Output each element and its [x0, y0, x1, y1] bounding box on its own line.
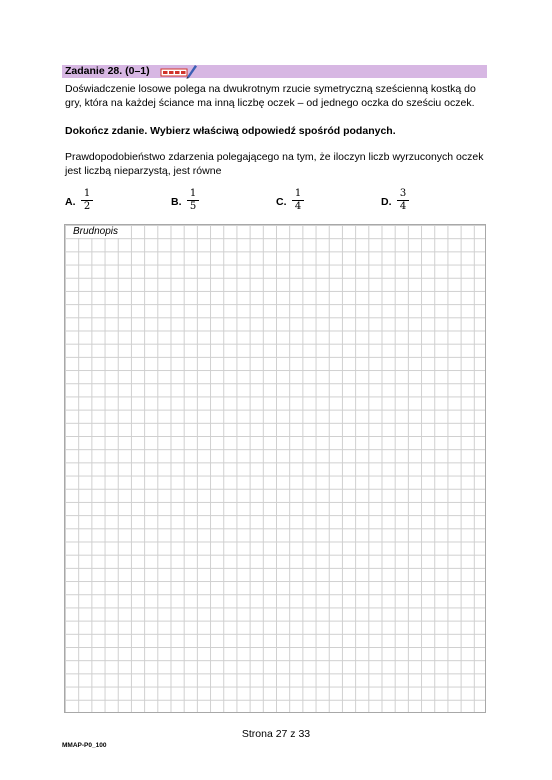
- answer-fraction: [81, 188, 93, 213]
- answer-fraction: [292, 188, 304, 213]
- fraction-denominator: 5: [189, 201, 197, 212]
- scratch-label: Brudnopis: [73, 226, 119, 237]
- fraction-numerator: 1: [187, 188, 199, 201]
- fraction-denominator: 4: [294, 201, 302, 212]
- answer-letter: A.: [65, 196, 76, 208]
- task-title: Zadanie 28. (0–1): [65, 65, 150, 77]
- scratch-grid[interactable]: [64, 224, 486, 713]
- task-intro: Doświadczenie losowe polega na dwukrotnym rzucie symetryczną sześcienną kostką do gry, która na każdej ściance ma inną liczbę oczek – od jednego oczka do sześciu oczek.: [65, 83, 476, 109]
- answer-letter: B.: [171, 196, 182, 208]
- fraction-numerator: 1: [292, 188, 304, 201]
- page-number: Strona 27 z 33: [241, 728, 311, 740]
- pencil-scoring-icon: [160, 63, 198, 79]
- answer-letter: D.: [381, 196, 392, 208]
- answer-options: [65, 188, 485, 216]
- fraction-denominator: 4: [399, 201, 407, 212]
- task-instruction: Dokończ zdanie. Wybierz właściwą odpowiedź spośród podanych.: [65, 125, 396, 137]
- answer-fraction: [397, 188, 409, 213]
- fraction-numerator: 1: [81, 188, 93, 201]
- fraction-numerator: 3: [397, 188, 409, 201]
- fraction-denominator: 2: [83, 201, 91, 212]
- exam-code: MMAP-P0_100: [62, 742, 107, 749]
- answer-letter: C.: [276, 196, 287, 208]
- answer-fraction: [187, 188, 199, 213]
- task-question: Prawdopodobieństwo zdarzenia polegającego na tym, że iloczyn liczb wyrzuconych oczek jest liczbą nieparzystą, jest równe: [65, 151, 484, 177]
